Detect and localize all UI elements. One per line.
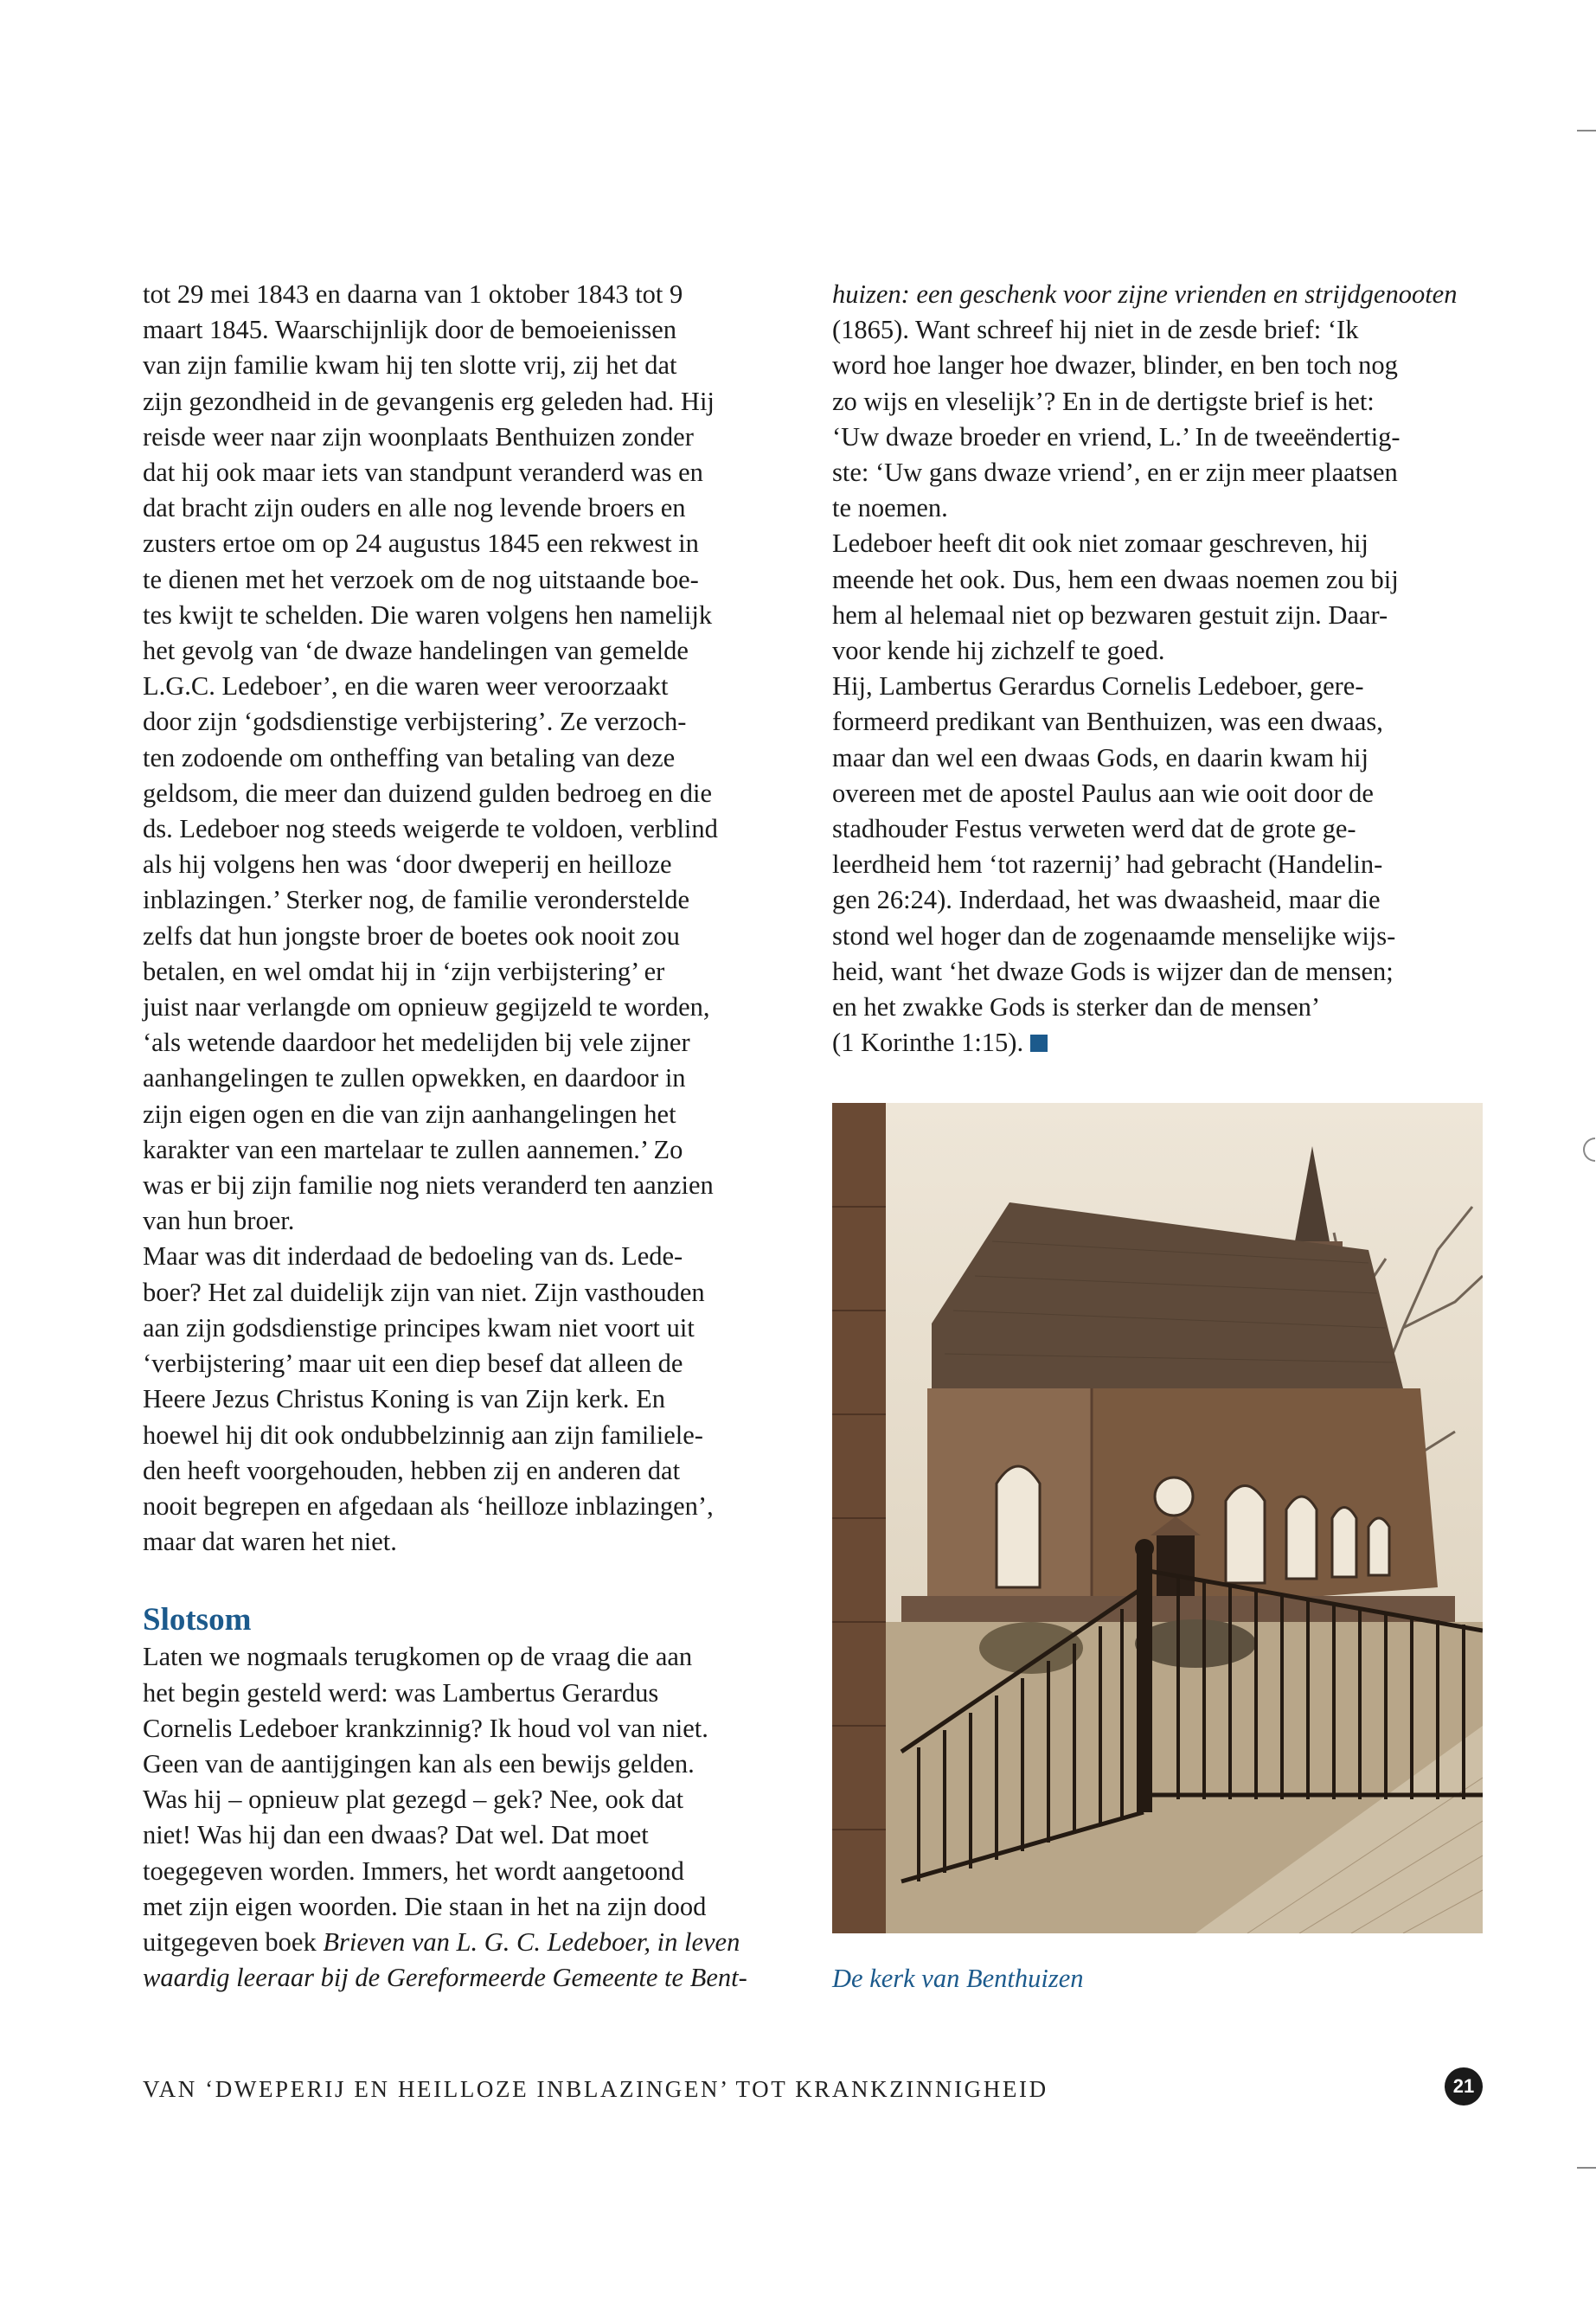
text-line: inblazingen.’ Sterker nog, de familie veronderstelde: [143, 885, 690, 915]
right-text-column: [832, 277, 1490, 1061]
text-line: (1 Korinthe 1:15).: [832, 1025, 1490, 1061]
text-line: was er bij zijn familie nog niets veranderd ten aanzien: [143, 1170, 714, 1201]
page-number: 21: [1445, 2067, 1483, 2106]
text-line: karakter van een martelaar te zullen aannemen.’ Zo: [143, 1134, 683, 1164]
text-line: gen 26:24). Inderdaad, het was dwaasheid, maar die: [832, 885, 1381, 915]
text-line: nooit begrepen en afgedaan als ‘heilloze inblazingen’,: [143, 1490, 714, 1521]
crop-mark-top: [1577, 130, 1596, 131]
text-line: te dienen met het verzoek om de nog uitstaande boe-: [143, 564, 699, 594]
text-line: boer? Het zal duidelijk zijn van niet. Zijn vasthouden: [143, 1277, 705, 1307]
text-line: voor kende hij zichzelf te goed.: [832, 636, 1165, 666]
text-line: dat hij ook maar iets van standpunt veranderd was en: [143, 458, 703, 488]
text-line: niet! Was hij dan een dwaas? Dat wel. Dat moet: [143, 1820, 649, 1850]
text-line: Laten we nogmaals terugkomen op de vraag die aan: [143, 1642, 693, 1672]
paragraph-intention: [143, 1239, 792, 1560]
text-line: hem al helemaal niet op bezwaren gestuit zijn. Daar-: [832, 599, 1388, 630]
text-line: ste: ‘Uw gans dwaze vriend’, en er zijn meer plaatsen: [832, 458, 1398, 488]
text-line: stadhouder Festus verweten werd dat de grote ge-: [832, 814, 1356, 844]
text-line: zijn gezondheid in de gevangenis erg geleden had. Hij: [143, 386, 715, 416]
text-line: ds. Ledeboer nog steeds weigerde te voldoen, verblind: [143, 814, 718, 844]
text-line: ten zodoende om ontheffing van betaling van deze: [143, 742, 676, 772]
text-line: stond wel hoger dan de zogenaamde menselijke wijs-: [832, 920, 1396, 951]
text-line: aanhangelingen te zullen opwekken, en daardoor in: [143, 1063, 686, 1093]
text-line: aan zijn godsdienstige principes kwam niet voort uit: [143, 1312, 695, 1343]
text-line: het begin gesteld werd: was Lambertus Gerardus: [143, 1677, 659, 1708]
text-line: meende het ook. Dus, hem een dwaas noemen zou bij: [832, 564, 1399, 594]
text-line: waardig leeraar bij de Gereformeerde Gemeente te Bent-: [143, 1963, 747, 1993]
paragraph-meant-it: [832, 526, 1490, 669]
text-line: maart 1845. Waarschijnlijk door de bemoeienissen: [143, 315, 676, 345]
text-line: maar dat waren het niet.: [143, 1527, 397, 1557]
text-line: leerdheid hem ‘tot razernij’ had gebracht (Handelin-: [832, 849, 1383, 880]
text-line: zusters ertoe om op 24 augustus 1845 een rekwest in: [143, 529, 699, 559]
text-line: maar dan wel een dwaas Gods, en daarin kwam hij: [832, 742, 1368, 772]
text-line: met zijn eigen woorden. Die staan in het na zijn dood: [143, 1891, 707, 1921]
text-line: toegegeven worden. Immers, het wordt aangetoond: [143, 1856, 684, 1886]
church-photo: [832, 1103, 1483, 1933]
text-line: geldsom, die meer dan duizend gulden bedroeg en die: [143, 778, 713, 808]
text-line: overeen met de apostel Paulus aan wie ooit door de: [832, 778, 1374, 808]
left-text-column: [143, 277, 792, 1996]
paragraph-family-petition: [143, 277, 792, 1239]
text-line: hoewel hij dit ook ondubbelzinnig aan zijn familiele-: [143, 1420, 703, 1450]
text-line: den heeft voorgehouden, hebben zij en anderen dat: [143, 1455, 681, 1485]
text-line: tes kwijt te schelden. Die waren volgens hen namelijk: [143, 599, 713, 630]
text-line: Hij, Lambertus Gerardus Cornelis Ledeboer, gere-: [832, 671, 1364, 702]
paragraph-letters: [832, 277, 1490, 526]
text-line: te noemen.: [832, 493, 948, 523]
section-heading-slotsom: Slotsom: [143, 1602, 252, 1638]
text-line: door zijn ‘godsdienstige verbijstering’. Ze verzoch-: [143, 707, 687, 737]
text-line: ‘verbijstering’ maar uit een diep besef dat alleen de: [143, 1349, 683, 1379]
text-line: (1865). Want schreef hij niet in de zesde brief: ‘Ik: [832, 315, 1359, 345]
text-line: reisde weer naar zijn woonplaats Benthuizen zonder: [143, 421, 694, 452]
text-line: zelfs dat hun jongste broer de boetes ook nooit zou: [143, 920, 680, 951]
text-line: juist naar verlangde om opnieuw gegijzeld te worden,: [143, 992, 710, 1022]
text-line: en het zwakke Gods is sterker dan de mensen’: [832, 992, 1321, 1022]
text-line: Geen van de aantijgingen kan als een bewijs gelden.: [143, 1748, 695, 1779]
text-line: zijn eigen ogen en die van zijn aanhangelingen het: [143, 1099, 676, 1129]
crop-mark-center: [1583, 1138, 1595, 1162]
text-line: word hoe langer hoe dwazer, blinder, en ben toch nog: [832, 350, 1398, 381]
text-line: van hun broer.: [143, 1206, 295, 1236]
text-line: ‘Uw dwaze broeder en vriend, L.’ In de tweeëndertig-: [832, 421, 1401, 452]
text-line: als hij volgens hen was ‘door dweperij en heilloze: [143, 849, 672, 880]
text-line: ‘als wetende daardoor het medelijden bij vele zijner: [143, 1028, 690, 1058]
paragraph-conclusion: [143, 1639, 792, 1996]
text-line: Ledeboer heeft dit ook niet zomaar geschreven, hij: [832, 529, 1368, 559]
text-line: Cornelis Ledeboer krankzinnig? Ik houd vol van niet.: [143, 1713, 708, 1743]
text-line: betalen, en wel omdat hij in ‘zijn verbijstering’ er: [143, 956, 665, 986]
paragraph-fool-of-god: [832, 669, 1490, 1061]
text-line: uitgegeven boek Brieven van L. G. C. Ledeboer, in leven: [143, 1926, 740, 1957]
text-line: dat bracht zijn ouders en alle nog levende broers en: [143, 493, 686, 523]
end-of-article-square-icon: [1030, 1035, 1048, 1052]
photo-caption: De kerk van Benthuizen: [832, 1964, 1084, 1993]
running-footer-title: VAN ‘DWEPERIJ EN HEILLOZE INBLAZINGEN’ TOT KRANKZINNIGHEID: [143, 2076, 1048, 2102]
text-line: formeerd predikant van Benthuizen, was een dwaas,: [832, 707, 1383, 737]
text-line: huizen: een geschenk voor zijne vrienden en strijdgenooten: [832, 279, 1458, 309]
text-line: L.G.C. Ledeboer’, en die waren weer veroorzaakt: [143, 671, 669, 702]
text-line: van zijn familie kwam hij ten slotte vrij, zij het dat: [143, 350, 677, 381]
text-line: zo wijs en vleselijk’? En in de dertigste brief is het:: [832, 386, 1375, 416]
text-line: Was hij – opnieuw plat gezegd – gek? Nee, ook dat: [143, 1785, 684, 1815]
text-line: het gevolg van ‘de dwaze handelingen van gemelde: [143, 636, 689, 666]
text-line: heid, want ‘het dwaze Gods is wijzer dan de mensen;: [832, 956, 1394, 986]
text-line: tot 29 mei 1843 en daarna van 1 oktober 1843 tot 9: [143, 279, 683, 309]
text-line: Heere Jezus Christus Koning is van Zijn kerk. En: [143, 1384, 665, 1414]
text-line: Maar was dit inderdaad de bedoeling van ds. Lede-: [143, 1241, 683, 1272]
crop-mark-bottom: [1577, 2167, 1596, 2169]
